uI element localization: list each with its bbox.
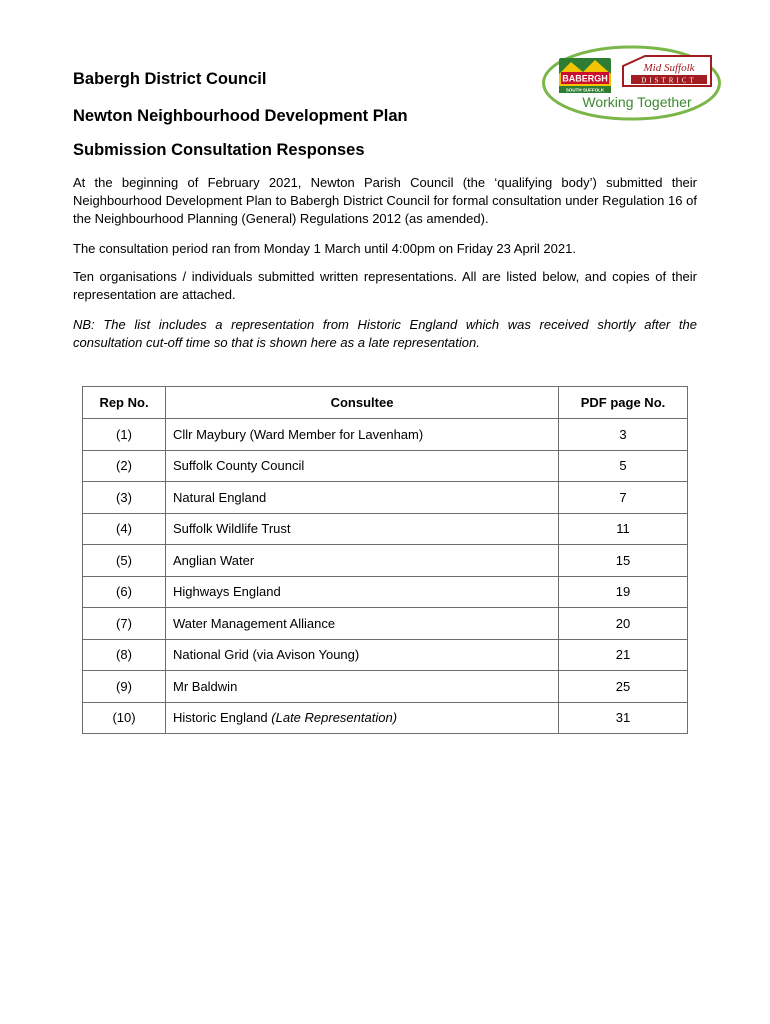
consultee-name: Mr Baldwin: [166, 671, 559, 703]
representations-table: [82, 386, 688, 734]
svg-text:DISTRICT: DISTRICT: [641, 76, 697, 85]
pdf-page: 5: [559, 450, 688, 482]
svg-text:Working Together: Working Together: [582, 94, 692, 110]
pdf-page: 21: [559, 639, 688, 671]
pdf-page: 31: [559, 702, 688, 734]
header-rep-no: Rep No.: [83, 387, 166, 419]
council-name: Babergh District Council: [73, 70, 267, 88]
rep-number: (4): [83, 513, 166, 545]
consultee-name: Suffolk Wildlife Trust: [166, 513, 559, 545]
rep-number: (2): [83, 450, 166, 482]
table-header-row: [83, 387, 688, 419]
svg-text:BABERGH: BABERGH: [562, 73, 608, 84]
consultee-name: Cllr Maybury (Ward Member for Lavenham): [166, 419, 559, 451]
consultee-name: Natural England: [166, 482, 559, 514]
pdf-page: 11: [559, 513, 688, 545]
consultee-name: National Grid (via Avison Young): [166, 639, 559, 671]
table-row: [83, 482, 688, 514]
consultee-name: Highways England: [166, 576, 559, 608]
rep-number: (3): [83, 482, 166, 514]
table-row: [83, 545, 688, 577]
rep-number: (10): [83, 702, 166, 734]
late-representation-note: (Late Representation): [271, 710, 398, 726]
note-paragraph: NB: The list includes a representation from Historic England which was received shortly after the consultation cut-off time so that is shown here as a late representation.: [73, 317, 697, 350]
table-row: [83, 419, 688, 451]
document-title: Submission Consultation Responses: [73, 141, 365, 159]
rep-number: (5): [83, 545, 166, 577]
consultee-name: Historic England (Late Representation): [166, 702, 559, 734]
consultee-name: Water Management Alliance: [166, 608, 559, 640]
plan-title: Newton Neighbourhood Development Plan: [73, 107, 408, 125]
svg-text:Mid Suffolk: Mid Suffolk: [643, 62, 695, 74]
count-paragraph: Ten organisations / individuals submitted written representations. All are listed below, and copies of their representation are attached.: [73, 269, 697, 302]
table-row: [83, 513, 688, 545]
rep-number: (6): [83, 576, 166, 608]
table-row: [83, 576, 688, 608]
table-row: [83, 639, 688, 671]
pdf-page: 3: [559, 419, 688, 451]
council-logo: [541, 44, 722, 122]
table-row: [83, 450, 688, 482]
header-pdf-page: PDF page No.: [559, 387, 688, 419]
svg-text:SOUTH SUFFOLK: SOUTH SUFFOLK: [565, 87, 605, 93]
rep-number: (9): [83, 671, 166, 703]
intro-paragraph: At the beginning of February 2021, Newton Parish Council (the ‘qualifying body’) submitted their Neighbourhood Development Plan to Babergh District Council for formal consultation under Regulation 16 of the Neighbourhood Planning (General) Regulations 2012 (as amended).: [73, 175, 697, 226]
table-row: [83, 702, 688, 734]
pdf-page: 25: [559, 671, 688, 703]
rep-number: (8): [83, 639, 166, 671]
pdf-page: 20: [559, 608, 688, 640]
rep-number: (1): [83, 419, 166, 451]
pdf-page: 19: [559, 576, 688, 608]
pdf-page: 7: [559, 482, 688, 514]
pdf-page: 15: [559, 545, 688, 577]
consultee-name: Anglian Water: [166, 545, 559, 577]
header-consultee: Consultee: [166, 387, 559, 419]
table-row: [83, 671, 688, 703]
rep-number: (7): [83, 608, 166, 640]
period-paragraph: The consultation period ran from Monday 1 March until 4:00pm on Friday 23 April 2021.: [73, 241, 576, 256]
table-row: [83, 608, 688, 640]
consultee-name: Suffolk County Council: [166, 450, 559, 482]
